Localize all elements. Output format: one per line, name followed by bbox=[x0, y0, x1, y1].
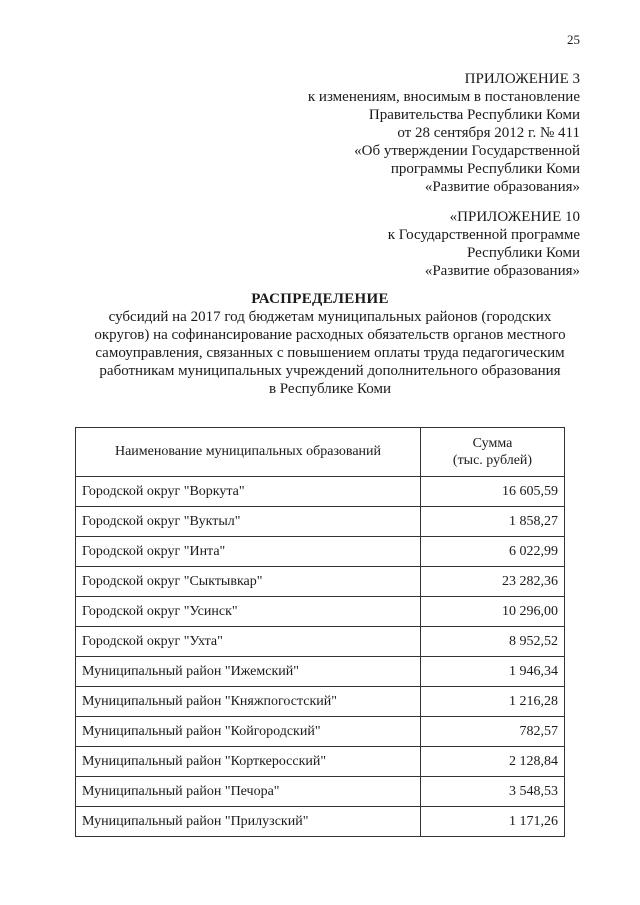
municipality-name: Муниципальный район "Прилузский" bbox=[76, 807, 421, 837]
municipality-name: Муниципальный район "Корткеросский" bbox=[76, 747, 421, 777]
subsidy-amount: 1 216,28 bbox=[421, 687, 565, 717]
municipality-name: Городской округ "Усинск" bbox=[76, 597, 421, 627]
municipality-name: Городской округ "Сыктывкар" bbox=[76, 567, 421, 597]
subsidy-amount: 10 296,00 bbox=[421, 597, 565, 627]
appendix-3-line: «Об утверждении Государственной bbox=[354, 143, 580, 159]
appendix-3-line: к изменениям, вносимым в постановление bbox=[307, 89, 580, 105]
subtitle-line: работникам муниципальных учреждений дополнительного образования bbox=[99, 363, 561, 379]
subsidy-amount: 2 128,84 bbox=[421, 747, 565, 777]
table-row bbox=[76, 537, 565, 567]
appendix-3-heading bbox=[308, 70, 580, 196]
table-row bbox=[76, 477, 565, 507]
municipality-name: Муниципальный район "Печора" bbox=[76, 777, 421, 807]
table-row bbox=[76, 777, 565, 807]
municipality-name: Городской округ "Воркута" bbox=[76, 477, 421, 507]
appendix-3-line: программы Республики Коми bbox=[390, 161, 580, 177]
subsidy-amount: 8 952,52 bbox=[421, 627, 565, 657]
municipality-name: Муниципальный район "Ижемский" bbox=[76, 657, 421, 687]
column-header-sum-unit: (тыс. рублей) bbox=[452, 453, 533, 468]
subsidy-amount: 782,57 bbox=[421, 717, 565, 747]
column-header-name: Наименование муниципальных образований bbox=[76, 428, 421, 477]
subsidy-amount: 1 171,26 bbox=[421, 807, 565, 837]
subsidy-amount: 16 605,59 bbox=[421, 477, 565, 507]
appendix-3-line: Правительства Республики Коми bbox=[368, 107, 580, 123]
appendix-10-line: «Развитие образования» bbox=[424, 263, 580, 279]
subsidy-amount: 3 548,53 bbox=[421, 777, 565, 807]
subtitle-line: самоуправления, связанных с повышением оплаты труда педагогическим bbox=[95, 345, 565, 361]
municipality-name: Городской округ "Вуктыл" bbox=[76, 507, 421, 537]
subsidy-amount: 23 282,36 bbox=[421, 567, 565, 597]
appendix-3-line: «Развитие образования» bbox=[424, 179, 580, 195]
table-header-row bbox=[76, 428, 565, 477]
page-number: 25 bbox=[567, 32, 580, 47]
appendix-3-line: ПРИЛОЖЕНИЕ 3 bbox=[464, 71, 580, 87]
table-row bbox=[76, 567, 565, 597]
municipality-name: Городской округ "Инта" bbox=[76, 537, 421, 567]
subsidy-amount: 1 858,27 bbox=[421, 507, 565, 537]
appendix-10-heading bbox=[388, 208, 580, 280]
document-title: РАСПРЕДЕЛЕНИЕ bbox=[251, 291, 389, 307]
subtitle-line: в Республике Коми bbox=[268, 381, 392, 397]
document-subtitle bbox=[80, 308, 580, 398]
table-row bbox=[76, 597, 565, 627]
municipality-name: Муниципальный район "Койгородский" bbox=[76, 717, 421, 747]
subtitle-line: субсидий на 2017 год бюджетам муниципальных районов (городских bbox=[108, 309, 552, 325]
appendix-10-line: Республики Коми bbox=[467, 245, 580, 261]
appendix-3-line: от 28 сентября 2012 г. № 411 bbox=[397, 125, 580, 141]
table-row bbox=[76, 747, 565, 777]
subtitle-line: округов) на софинансирование расходных обязательств органов местного bbox=[94, 327, 566, 343]
table-row bbox=[76, 687, 565, 717]
table-row bbox=[76, 507, 565, 537]
table-row bbox=[76, 717, 565, 747]
subsidy-amount: 6 022,99 bbox=[421, 537, 565, 567]
table-row bbox=[76, 807, 565, 837]
subsidy-amount: 1 946,34 bbox=[421, 657, 565, 687]
appendix-10-line: к Государственной программе bbox=[387, 227, 580, 243]
column-header-sum bbox=[421, 428, 565, 477]
table-row bbox=[76, 627, 565, 657]
municipality-name: Городской округ "Ухта" bbox=[76, 627, 421, 657]
appendix-10-line: «ПРИЛОЖЕНИЕ 10 bbox=[449, 209, 580, 225]
table-row bbox=[76, 657, 565, 687]
distribution-table bbox=[75, 427, 565, 837]
column-header-sum-title: Сумма bbox=[472, 436, 513, 451]
municipality-name: Муниципальный район "Княжпогостский" bbox=[76, 687, 421, 717]
